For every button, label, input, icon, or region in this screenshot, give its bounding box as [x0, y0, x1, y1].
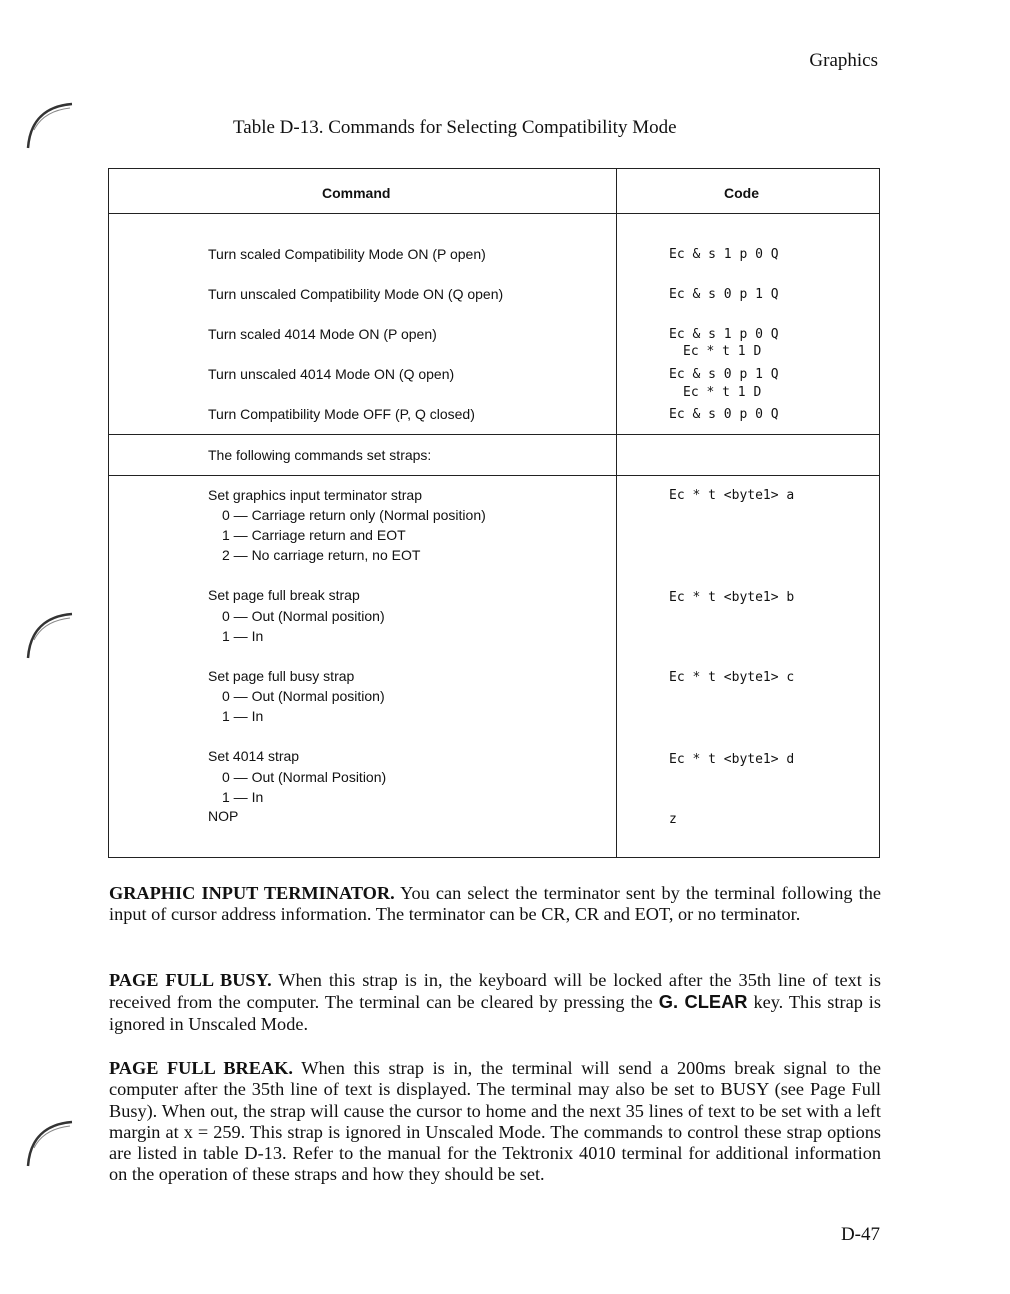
strap-option: 0 — Out (Normal Position)	[222, 769, 387, 785]
mode-row-label: Turn Compatibility Mode OFF (P, Q closed)	[208, 406, 475, 422]
strap-option: 1 — In	[222, 628, 264, 644]
paragraph-body: When this strap is in, the keyboard will be locked after the 35th line of text is received from the computer. The terminal can be cleared by pressing the	[109, 970, 882, 1013]
mode-row-code: Ec & s 0 p 0 Q	[669, 407, 779, 422]
mode-row-code-second-line: Ec * t 1 D	[683, 344, 762, 359]
binder-hole-mark-top	[26, 100, 76, 150]
header-code: Code	[724, 185, 759, 201]
strap-option: 1 — In	[222, 789, 264, 805]
paragraph-heading: PAGE FULL BREAK.	[109, 1058, 293, 1078]
strap-title: Set 4014 strap	[208, 748, 300, 764]
page-number: D-47	[840, 1224, 880, 1245]
strap-title: Set page full busy strap	[208, 668, 355, 684]
strap-option: 2 — No carriage return, no EOT	[222, 547, 421, 563]
mode-rows-divider	[109, 434, 879, 435]
mode-row-code-second-line: Ec * t 1 D	[683, 385, 762, 400]
mode-row-code: Ec & s 0 p 1 Q	[669, 287, 779, 302]
strap-code: Ec * t <byte1> b	[669, 590, 795, 605]
strap-title: Set graphics input terminator strap	[208, 487, 422, 503]
strap-option: 0 — Out (Normal position)	[222, 608, 385, 624]
table-caption: Table D-13. Commands for Selecting Compatibility Mode	[233, 117, 677, 138]
strap-code: Ec * t <byte1> a	[669, 488, 795, 503]
strap-option: 1 — In	[222, 708, 264, 724]
strap-option: 0 — Out (Normal position)	[222, 688, 385, 704]
nop-code: z	[669, 812, 677, 827]
strap-code: Ec * t <byte1> c	[669, 670, 795, 685]
binder-hole-mark-bottom	[26, 1118, 76, 1168]
paragraph-page-full-busy	[109, 970, 881, 1035]
mode-row-label: Turn unscaled 4014 Mode ON (Q open)	[208, 366, 455, 382]
mode-row-code: Ec & s 1 p 0 Q	[669, 247, 779, 262]
paragraph-heading: PAGE FULL BUSY.	[109, 970, 272, 990]
mode-row-code: Ec & s 1 p 0 Q	[669, 327, 779, 342]
binder-hole-mark-middle	[26, 610, 76, 660]
straps-intro: The following commands set straps:	[208, 447, 432, 463]
mode-row-label: Turn unscaled Compatibility Mode ON (Q open)	[208, 286, 504, 302]
paragraph-graphic-input-terminator	[109, 883, 881, 926]
mode-row-code: Ec & s 0 p 1 Q	[669, 367, 779, 382]
header-command: Command	[322, 185, 391, 201]
paragraph-body: You can select the terminator sent by the terminal following the input of cursor address information. The terminator can be CR, CR and EOT, or no terminator.	[109, 883, 882, 925]
column-divider	[616, 169, 617, 857]
strap-title: Set page full break strap	[208, 587, 360, 603]
commands-table	[108, 168, 880, 858]
strap-code: Ec * t <byte1> d	[669, 752, 795, 767]
paragraph-page-full-break	[109, 1058, 881, 1186]
mode-row-label: Turn scaled Compatibility Mode ON (P open)	[208, 246, 486, 262]
running-head: Graphics	[809, 50, 878, 71]
strap-option: 0 — Carriage return only (Normal position)	[222, 507, 486, 523]
paragraph-heading: GRAPHIC INPUT TERMINATOR.	[109, 883, 395, 903]
header-divider	[109, 213, 879, 214]
paragraph-body: When this strap is in, the terminal will send a 200ms break signal to the computer after the 35th line of text is displayed. The terminal may also be set to BUSY (see Page Full Busy). When out, the strap will cause the cursor to home and the next 35 lines of text to be set with a left margin at x = 259. This strap is ignored in Unscaled Mode. The commands to control these strap options are listed in table D-13. Refer to the manual for the Tektronix 4010 terminal for additional information on the operation of these straps and how they should be set.	[109, 1058, 881, 1185]
paragraph-body: key. This strap is ignored in Unscaled Mode.	[109, 992, 881, 1034]
strap-option: 1 — Carriage return and EOT	[222, 527, 406, 543]
straps-intro-divider	[109, 475, 879, 476]
g-clear-key: G. CLEAR	[658, 991, 748, 1013]
nop-label: NOP	[208, 808, 239, 824]
mode-row-label: Turn scaled 4014 Mode ON (P open)	[208, 326, 437, 342]
